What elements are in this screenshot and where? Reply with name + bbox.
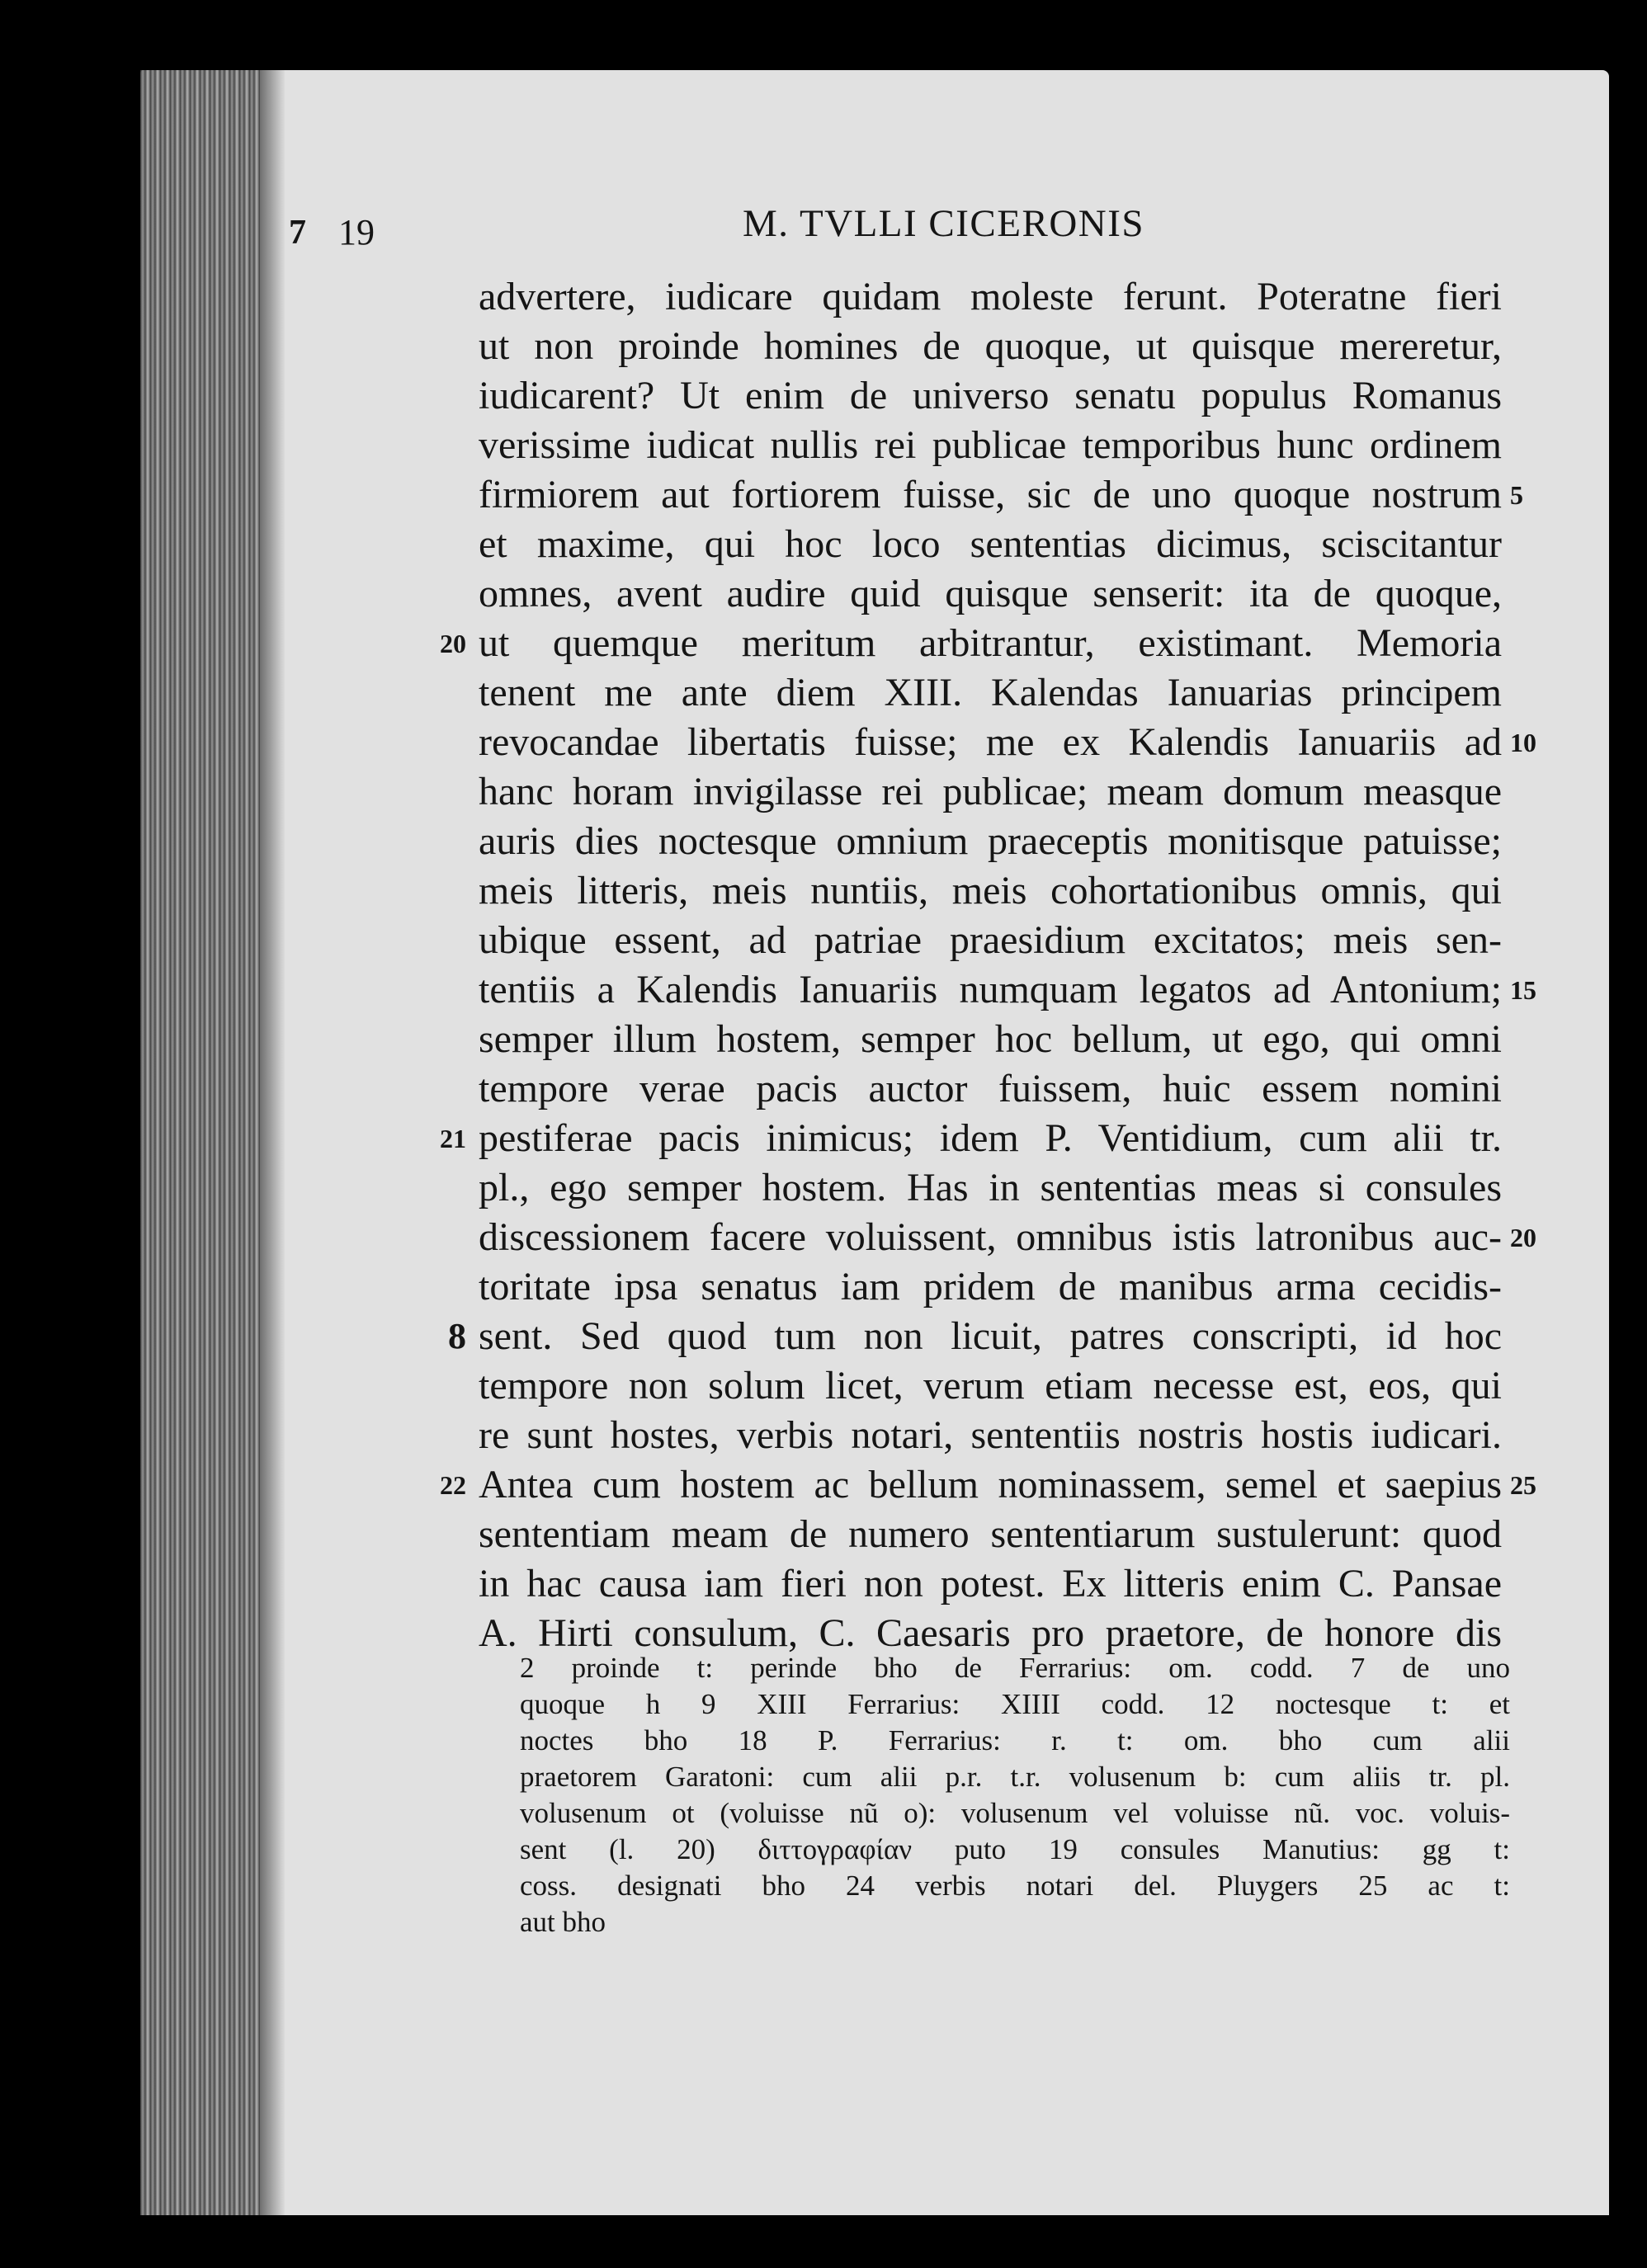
- text-line: [479, 371, 1502, 421]
- line-text: et maxime, qui hoc loco sententias dicimus, sciscitantur: [479, 522, 1502, 566]
- line-text: tempore verae pacis auctor fuissem, huic essem nomini: [479, 1067, 1502, 1110]
- line-text: ut quemque meritum arbitrantur, existimant. Memoria: [479, 621, 1502, 665]
- line-text: pestiferae pacis inimicus; idem P. Ventidium, cum alii tr.: [479, 1116, 1502, 1160]
- line-text: toritate ipsa senatus iam pridem de manibus arma cecidis-: [479, 1265, 1502, 1308]
- section-reference: 7: [289, 214, 306, 252]
- text-line: [479, 1262, 1502, 1312]
- line-number: 5: [1510, 480, 1523, 510]
- line-text: ut non proinde homines de quoque, ut quisque mereretur,: [479, 324, 1502, 368]
- text-line: [479, 1361, 1502, 1411]
- footnote-line: volusenum ot (voluisse nũ o): volusenum vel voluisse nũ. voc. voluis-: [520, 1797, 1510, 1829]
- line-text: meis litteris, meis nuntiis, meis cohortationibus omnis, qui: [479, 869, 1502, 912]
- line-text: sententiam meam de numero sententiarum sustulerunt: quod: [479, 1512, 1502, 1556]
- line-text: in hac causa iam fieri non potest. Ex litteris enim C. Pansae: [479, 1562, 1502, 1606]
- line-text: advertere, iudicare quidam moleste ferunt. Poteratne fieri: [479, 275, 1502, 318]
- line-text: ubique essent, ad patriae praesidium excitatos; meis sen-: [479, 918, 1502, 962]
- footnote-line: aut bho: [520, 1906, 606, 1938]
- line-text: verissime iudicat nullis rei publicae temporibus hunc ordinem: [479, 423, 1502, 467]
- line-text: tempore non solum licet, verum etiam necesse est, eos, qui: [479, 1364, 1502, 1407]
- left-margin-number: 22: [440, 1470, 466, 1500]
- line-text: tenent me ante diem XIII. Kalendas Ianuarias principem: [479, 671, 1502, 714]
- line-number: 20: [1510, 1223, 1536, 1252]
- line-text: Antea cum hostem ac bellum nominassem, semel et saepius: [479, 1463, 1502, 1506]
- text-line: [479, 470, 1523, 520]
- text-line: [448, 1312, 1502, 1361]
- line-text: revocandae libertatis fuisse; me ex Kalendis Ianuariis ad: [479, 720, 1502, 764]
- line-text: discessionem facere voluissent, omnibus istis latronibus auc-: [479, 1215, 1502, 1259]
- line-text: semper illum hostem, semper hoc bellum, ut ego, qui omni: [479, 1017, 1502, 1061]
- line-text: sent. Sed quod tum non licuit, patres conscripti, id hoc: [479, 1314, 1502, 1358]
- line-number: 10: [1510, 728, 1536, 757]
- line-text: A. Hirti consulum, C. Caesaris pro praetore, de honore dis: [479, 1611, 1502, 1655]
- left-margin-number: 21: [440, 1124, 466, 1153]
- text-line: [479, 866, 1502, 916]
- text-line: [479, 1411, 1502, 1460]
- text-line: [479, 1015, 1502, 1064]
- line-number: 25: [1510, 1470, 1536, 1500]
- left-margin-number: 8: [448, 1316, 466, 1356]
- gutter-shadow: [260, 70, 285, 2215]
- text-line: [440, 1460, 1536, 1510]
- text-line: [479, 322, 1502, 371]
- text-line: [479, 421, 1502, 470]
- page-gutter: [140, 70, 260, 2215]
- text-line: [479, 1510, 1502, 1559]
- line-text: tentiis a Kalendis Ianuariis numquam legatos ad Antonium;: [479, 968, 1502, 1011]
- running-title: M. TVLLI CICERONIS: [743, 202, 1144, 245]
- line-number: 15: [1510, 975, 1536, 1005]
- main-text: [440, 272, 1536, 1658]
- text-line: [479, 718, 1536, 767]
- paragraph-reference: 19: [338, 212, 375, 252]
- text-line: [479, 965, 1536, 1015]
- text-line: [479, 569, 1502, 619]
- text-line: [479, 1064, 1502, 1114]
- footnote-line: 2 proinde t: perinde bho de Ferrarius: om. codd. 7 de uno: [520, 1652, 1510, 1684]
- text-line: [479, 1163, 1502, 1213]
- text-line: [479, 817, 1502, 866]
- footnote-line: quoque h 9 XIII Ferrarius: XIIII codd. 12 noctesque t: et: [520, 1688, 1510, 1720]
- text-line: [479, 916, 1502, 965]
- text-line: [440, 1114, 1502, 1163]
- footnote-line: noctes bho 18 P. Ferrarius: r. t: om. bho cum alii: [520, 1724, 1510, 1756]
- line-text: hanc horam invigilasse rei publicae; meam domum measque: [479, 770, 1502, 813]
- line-text: omnes, avent audire quid quisque senserit: ita de quoque,: [479, 572, 1502, 615]
- line-text: auris dies noctesque omnium praeceptis monitisque patuisse;: [479, 819, 1502, 863]
- text-line: [479, 668, 1502, 718]
- line-text: pl., ego semper hostem. Has in sententias meas si consules: [479, 1166, 1502, 1209]
- footnote-line: coss. designati bho 24 verbis notari del. Pluygers 25 ac t:: [520, 1870, 1510, 1902]
- left-margin-number: 20: [440, 629, 466, 658]
- footnote-line: praetorem Garatoni: cum alii p.r. t.r. volusenum b: cum aliis tr. pl.: [520, 1761, 1510, 1793]
- text-line: [479, 520, 1502, 569]
- line-text: firmiorem aut fortiorem fuisse, sic de uno quoque nostrum: [479, 473, 1502, 516]
- apparatus-criticus: [520, 1650, 1510, 1940]
- line-text: re sunt hostes, verbis notari, sententiis nostris hostis iudicari.: [479, 1413, 1502, 1457]
- text-line: [440, 619, 1502, 668]
- text-line: [479, 272, 1502, 322]
- text-line: [479, 1559, 1502, 1609]
- text-line: [479, 1213, 1536, 1262]
- line-text: iudicarent? Ut enim de universo senatu populus Romanus: [479, 374, 1502, 417]
- footnote-line: sent (l. 20) διττογραφίαν puto 19 consules Manutius: gg t:: [520, 1833, 1510, 1865]
- text-line: [479, 767, 1502, 817]
